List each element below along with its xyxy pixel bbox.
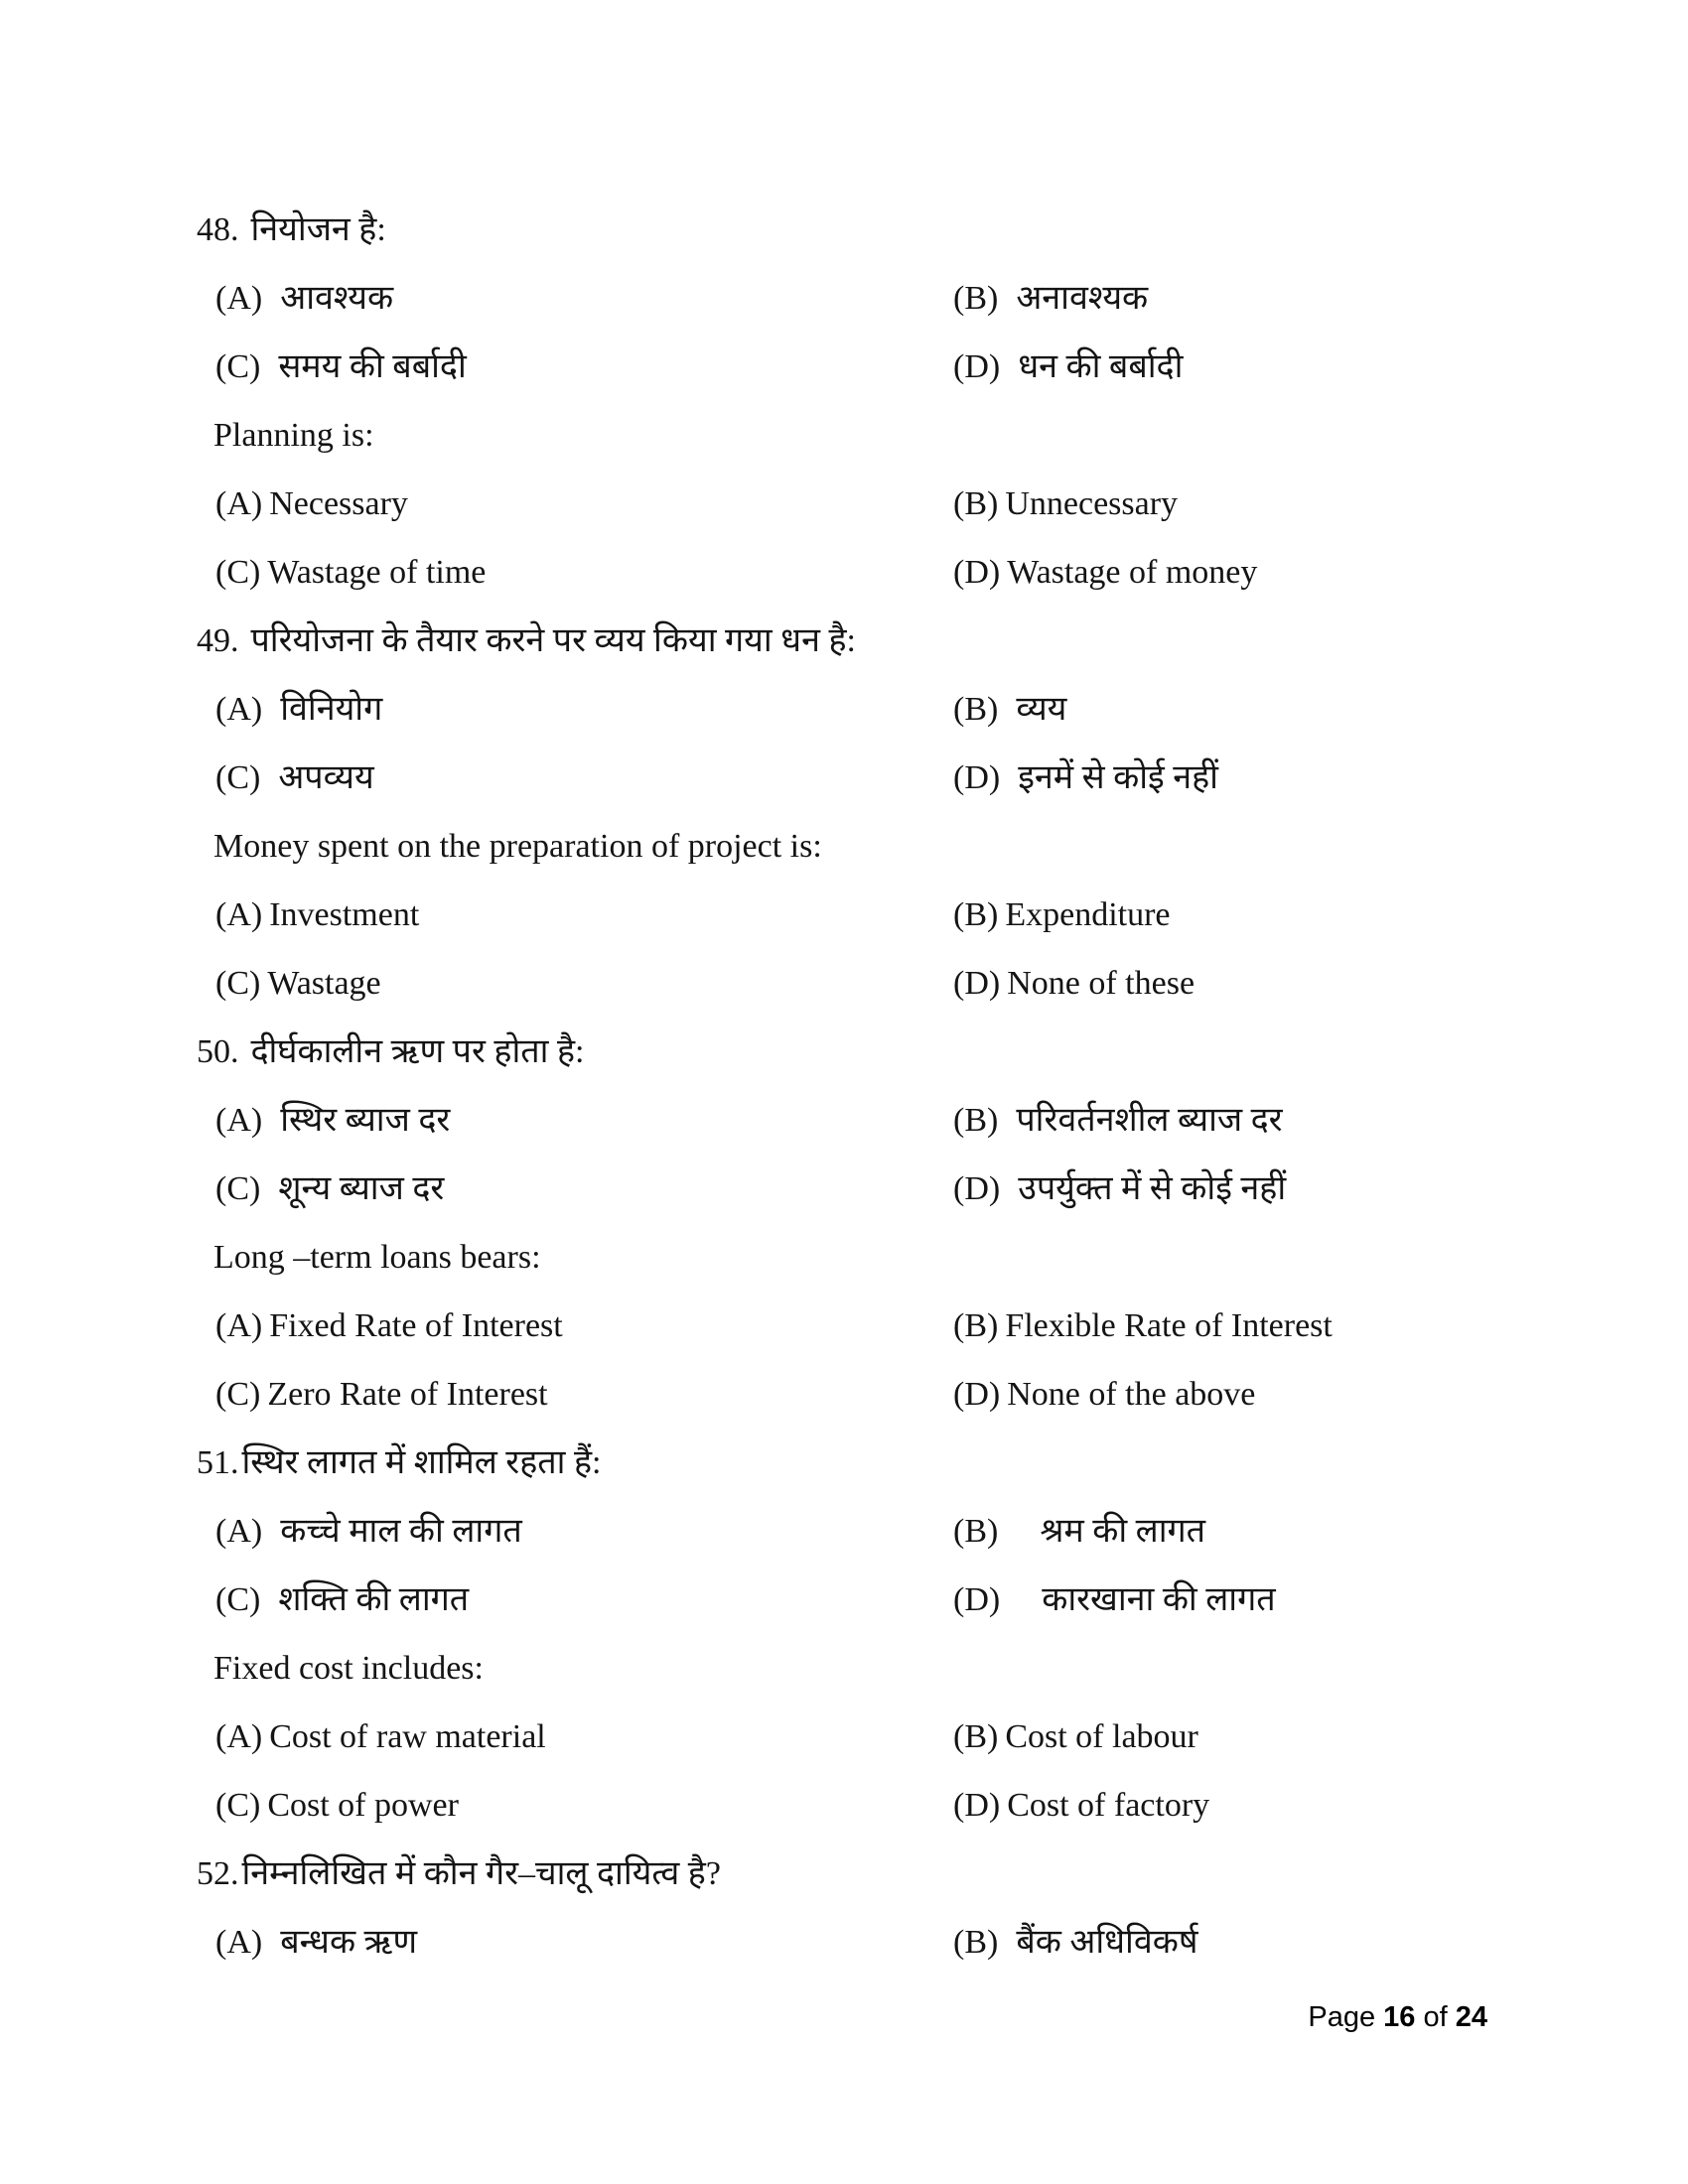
question-number: 50. <box>197 1032 239 1070</box>
question-51-hindi <box>0 1429 1688 1497</box>
option-label: (C) <box>215 347 261 385</box>
option-text: Fixed Rate of Interest <box>269 1306 563 1344</box>
option-text: Expenditure <box>1005 895 1171 933</box>
option-51-english-B <box>953 1718 1198 1755</box>
option-label: (D) <box>953 1169 1001 1207</box>
question-text-hindi: निम्नलिखित में कौन गैर–चालू दायित्व है? <box>241 1854 721 1892</box>
option-49-hindi-D <box>953 759 1218 796</box>
option-label: (B) <box>953 1512 999 1550</box>
option-label: (A) <box>215 690 263 728</box>
option-49-hindi-B <box>953 691 1066 728</box>
option-text: स्थिर ब्याज दर <box>280 1101 451 1139</box>
option-label: (D) <box>953 964 1001 1002</box>
option-48-hindi-C <box>215 348 953 385</box>
question-49-english <box>0 812 1688 881</box>
option-text: Zero Rate of Interest <box>267 1375 548 1413</box>
question-number: 48. <box>197 210 239 248</box>
option-51-hindi-B <box>953 1513 1205 1550</box>
option-text: समय की बर्बादी <box>278 347 467 385</box>
footer-total-pages: 24 <box>1455 2001 1487 2033</box>
question-text-hindi: स्थिर लागत में शामिल रहता हैं: <box>241 1443 602 1481</box>
option-text: शून्य ब्याज दर <box>278 1169 445 1207</box>
question-48-english <box>0 401 1688 470</box>
option-51-english-C <box>215 1787 953 1824</box>
option-text: Investment <box>269 895 420 933</box>
option-label: (A) <box>215 1717 263 1755</box>
option-label: (D) <box>953 1580 1001 1618</box>
option-text: धन की बर्बादी <box>1018 347 1184 385</box>
option-label: (D) <box>953 758 1001 796</box>
options-row <box>0 1292 1688 1360</box>
options-row <box>0 333 1688 401</box>
option-50-hindi-C <box>215 1170 953 1207</box>
option-label: (D) <box>953 347 1001 385</box>
option-text: बन्धक ऋण <box>280 1923 418 1961</box>
option-text: विनियोग <box>280 690 383 728</box>
option-52-hindi-B <box>953 1924 1198 1961</box>
options-row <box>0 1497 1688 1566</box>
option-text: अपव्यय <box>278 758 374 796</box>
option-label: (C) <box>215 1169 261 1207</box>
question-number: 49. <box>197 621 239 659</box>
option-label: (A) <box>215 895 263 933</box>
option-text: Necessary <box>269 484 408 522</box>
options-row <box>0 675 1688 744</box>
option-text: None of these <box>1007 964 1196 1002</box>
option-label: (C) <box>215 758 261 796</box>
option-label: (D) <box>953 553 1001 591</box>
options-row <box>0 881 1688 949</box>
option-label: (B) <box>953 279 999 317</box>
option-51-hindi-A <box>215 1513 953 1550</box>
question-text-hindi: दीर्घकालीन ऋण पर होता है: <box>250 1032 585 1070</box>
option-text: श्रम की लागत <box>1040 1512 1206 1550</box>
option-label: (B) <box>953 690 999 728</box>
option-50-english-D <box>953 1376 1255 1413</box>
option-50-english-A <box>215 1307 953 1344</box>
option-50-english-B <box>953 1307 1333 1344</box>
question-number: 51. <box>197 1443 239 1481</box>
option-text: परिवर्तनशील ब्याज दर <box>1016 1101 1283 1139</box>
question-50-english <box>0 1223 1688 1292</box>
option-49-hindi-C <box>215 759 953 796</box>
option-48-english-A <box>215 485 953 522</box>
option-text: शक्ति की लागत <box>278 1580 470 1618</box>
option-label: (B) <box>953 1306 999 1344</box>
question-50-hindi <box>0 1018 1688 1086</box>
option-51-hindi-C <box>215 1581 953 1618</box>
option-label: (B) <box>953 1101 999 1139</box>
option-label: (A) <box>215 484 263 522</box>
option-text: Wastage of time <box>267 553 487 591</box>
page-number-footer <box>1308 2001 1487 2034</box>
option-51-english-D <box>953 1787 1209 1824</box>
option-text: Cost of labour <box>1005 1717 1198 1755</box>
options-row <box>0 1566 1688 1634</box>
option-text: Wastage of money <box>1007 553 1258 591</box>
option-text: व्यय <box>1016 690 1067 728</box>
option-label: (C) <box>215 1580 261 1618</box>
options-row <box>0 264 1688 333</box>
options-row <box>0 744 1688 812</box>
options-row <box>0 1908 1688 1977</box>
option-50-hindi-A <box>215 1102 953 1139</box>
question-text-hindi: परियोजना के तैयार करने पर व्यय किया गया धन है: <box>250 621 856 659</box>
option-text: None of the above <box>1007 1375 1256 1413</box>
option-48-english-D <box>953 554 1257 591</box>
options-row <box>0 949 1688 1018</box>
question-text-hindi: नियोजन है: <box>250 210 386 248</box>
footer-current-page: 16 <box>1383 2001 1416 2033</box>
option-48-hindi-D <box>953 348 1183 385</box>
option-text: इनमें से कोई नहीं <box>1018 758 1218 796</box>
option-text: Cost of power <box>267 1786 459 1824</box>
footer-prefix: Page <box>1308 2001 1384 2033</box>
options-row <box>0 1703 1688 1771</box>
option-51-english-A <box>215 1718 953 1755</box>
option-label: (A) <box>215 1101 263 1139</box>
option-text: Cost of factory <box>1007 1786 1210 1824</box>
option-49-english-C <box>215 965 953 1002</box>
option-text: कच्चे माल की लागत <box>280 1512 522 1550</box>
options-row <box>0 1086 1688 1155</box>
footer-middle: of <box>1415 2001 1456 2033</box>
option-text: Wastage <box>267 964 381 1002</box>
option-text: बैंक अधिविकर्ष <box>1016 1923 1198 1961</box>
question-text-english: Long –term loans bears: <box>213 1238 541 1276</box>
option-49-hindi-A <box>215 691 953 728</box>
option-48-hindi-B <box>953 280 1148 317</box>
option-48-hindi-A <box>215 280 953 317</box>
option-label: (C) <box>215 553 261 591</box>
option-label: (C) <box>215 1375 261 1413</box>
question-51-english <box>0 1634 1688 1703</box>
option-label: (A) <box>215 1512 263 1550</box>
option-text: कारखाना की लागत <box>1042 1580 1276 1618</box>
option-label: (A) <box>215 279 263 317</box>
question-49-hindi <box>0 607 1688 675</box>
option-label: (C) <box>215 964 261 1002</box>
option-label: (A) <box>215 1306 263 1344</box>
option-49-english-B <box>953 896 1171 933</box>
option-51-hindi-D <box>953 1581 1276 1618</box>
option-text: आवश्यक <box>280 279 394 317</box>
option-text: अनावश्यक <box>1016 279 1149 317</box>
option-48-english-B <box>953 485 1178 522</box>
option-label: (C) <box>215 1786 261 1824</box>
option-text: उपर्युक्त में से कोई नहीं <box>1018 1169 1287 1207</box>
option-52-hindi-A <box>215 1924 953 1961</box>
option-text: Unnecessary <box>1005 484 1179 522</box>
option-text: Flexible Rate of Interest <box>1005 1306 1333 1344</box>
question-list <box>0 196 1688 1977</box>
option-49-english-D <box>953 965 1195 1002</box>
option-49-english-A <box>215 896 953 933</box>
option-50-english-C <box>215 1376 953 1413</box>
option-48-english-C <box>215 554 953 591</box>
options-row <box>0 470 1688 538</box>
options-row <box>0 538 1688 607</box>
option-50-hindi-D <box>953 1170 1286 1207</box>
option-text: Cost of raw material <box>269 1717 546 1755</box>
option-label: (D) <box>953 1786 1001 1824</box>
option-label: (A) <box>215 1923 263 1961</box>
options-row <box>0 1360 1688 1429</box>
question-52-hindi <box>0 1840 1688 1908</box>
options-row <box>0 1771 1688 1840</box>
option-label: (B) <box>953 895 999 933</box>
option-label: (B) <box>953 484 999 522</box>
question-text-english: Fixed cost includes: <box>213 1649 484 1687</box>
option-50-hindi-B <box>953 1102 1283 1139</box>
question-number: 52. <box>197 1854 239 1892</box>
option-label: (D) <box>953 1375 1001 1413</box>
option-label: (B) <box>953 1923 999 1961</box>
question-text-english: Planning is: <box>213 416 374 454</box>
question-48-hindi <box>0 196 1688 264</box>
options-row <box>0 1155 1688 1223</box>
question-text-english: Money spent on the preparation of project is: <box>213 827 822 865</box>
option-label: (B) <box>953 1717 999 1755</box>
